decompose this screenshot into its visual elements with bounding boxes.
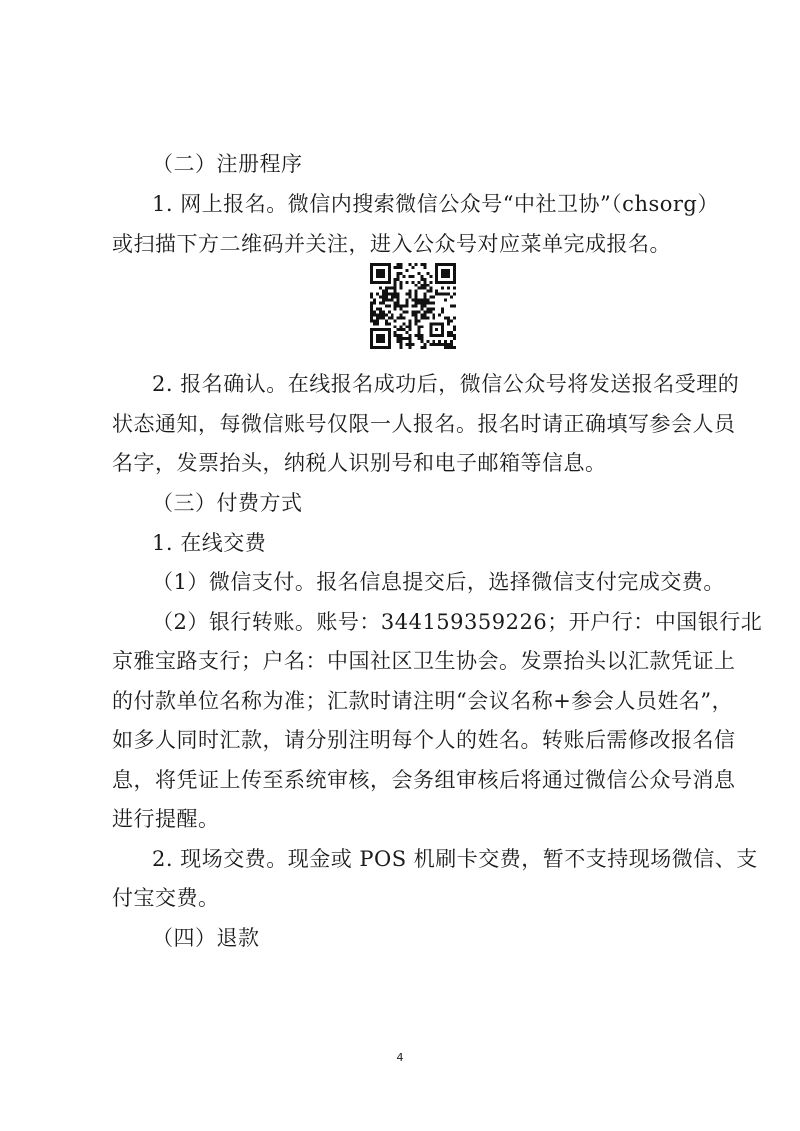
qr-module (412, 305, 415, 308)
qr-module (414, 316, 417, 319)
qr-module (409, 334, 412, 337)
qr-module (444, 293, 447, 296)
qr-module (414, 334, 417, 337)
qr-module (432, 316, 435, 319)
qr-module (406, 305, 409, 308)
qr-module (450, 343, 453, 346)
qr-module (417, 272, 420, 275)
qr-module (423, 316, 426, 319)
qr-module (370, 302, 373, 305)
qr-module (414, 299, 417, 302)
qr-module (432, 307, 435, 310)
qr-module (370, 319, 373, 322)
qr-module (412, 275, 415, 278)
section-heading-payment: （三）付费方式 (152, 491, 303, 515)
qr-module (373, 313, 376, 316)
qr-module (382, 293, 385, 296)
qr-module (412, 299, 415, 302)
qr-module (420, 340, 423, 343)
qr-module (432, 343, 435, 346)
qr-module (400, 284, 403, 287)
qr-module (420, 299, 423, 302)
qr-module (400, 328, 403, 331)
qr-module (441, 293, 444, 296)
qr-module (426, 272, 429, 275)
qr-module (394, 287, 397, 290)
qr-module (370, 293, 373, 296)
qr-module (444, 346, 447, 349)
qr-module (406, 293, 409, 296)
qr-module (453, 305, 456, 308)
qr-module (400, 325, 403, 328)
registration-item2-line2: 状态通知，每微信账号仅限一人报名。报名时请正确填写参会人员 (112, 412, 736, 436)
qr-module (397, 328, 400, 331)
qr-module (420, 305, 423, 308)
qr-module (394, 266, 397, 269)
qr-module (388, 316, 391, 319)
qr-module (423, 302, 426, 305)
qr-module (394, 281, 397, 284)
qr-module (373, 319, 376, 322)
qr-module (394, 278, 397, 281)
payment-online-title: 1. 在线交费 (152, 531, 267, 555)
qr-module (420, 287, 423, 290)
qr-module (400, 334, 403, 337)
qr-module (400, 337, 403, 340)
qr-module (397, 266, 400, 269)
qr-module (403, 275, 406, 278)
qr-module (435, 293, 438, 296)
qr-module (447, 322, 450, 325)
payment-bank-line5: 息，将凭证上传至系统审核，会务组审核后将通过微信公众号消息 (112, 768, 736, 792)
qr-module (420, 302, 423, 305)
section-heading-registration: （二）注册程序 (152, 152, 303, 176)
qr-module (441, 307, 444, 310)
qr-module (373, 310, 376, 313)
qr-module (429, 287, 432, 290)
qr-module (420, 346, 423, 349)
qr-module (397, 340, 400, 343)
qr-module (420, 337, 423, 340)
qr-module (400, 281, 403, 284)
qr-module (417, 325, 420, 328)
qr-module (382, 313, 385, 316)
qr-module (438, 340, 441, 343)
qr-module (429, 290, 432, 293)
qr-module (406, 337, 409, 340)
qr-module (426, 284, 429, 287)
qr-module (426, 316, 429, 319)
qr-module (406, 325, 409, 328)
qr-module (370, 307, 373, 310)
qr-module (447, 334, 450, 337)
qr-module (406, 299, 409, 302)
payment-wechat-pay: （1）微信支付。报名信息提交后，选择微信支付完成交费。 (152, 570, 725, 594)
qr-module (412, 281, 415, 284)
payment-bank-line3: 的付款单位名称为准；汇款时请注明“会议名称+参会人员姓名”， (112, 689, 734, 713)
qr-module (423, 299, 426, 302)
qr-module (376, 322, 379, 325)
qr-module (370, 296, 373, 299)
qr-module (447, 316, 450, 319)
qr-module (409, 263, 412, 266)
qr-module (441, 287, 444, 290)
qr-module (406, 310, 409, 313)
qr-module (420, 307, 423, 310)
qr-module (385, 290, 388, 293)
qr-module (394, 334, 397, 337)
qr-module (388, 310, 391, 313)
qr-code-image (370, 263, 456, 349)
qr-module (426, 299, 429, 302)
qr-module (453, 287, 456, 290)
qr-module (385, 305, 388, 308)
qr-module (420, 263, 423, 266)
qr-module (406, 331, 409, 334)
qr-module (426, 310, 429, 313)
qr-module (414, 310, 417, 313)
qr-module (423, 266, 426, 269)
qr-module (450, 340, 453, 343)
qr-module (420, 275, 423, 278)
qr-module (453, 346, 456, 349)
qr-module (423, 310, 426, 313)
qr-module (423, 296, 426, 299)
qr-module (412, 310, 415, 313)
qr-module (385, 322, 388, 325)
qr-module (379, 310, 382, 313)
qr-module (406, 281, 409, 284)
qr-module (379, 313, 382, 316)
qr-module (397, 272, 400, 275)
qr-module (400, 340, 403, 343)
qr-module (379, 296, 382, 299)
section-heading-refund: （四）退款 (152, 926, 260, 950)
qr-module (409, 319, 412, 322)
qr-module (376, 307, 379, 310)
qr-module (400, 305, 403, 308)
qr-module (409, 337, 412, 340)
qr-module (429, 310, 432, 313)
qr-module (447, 319, 450, 322)
qr-module (450, 305, 453, 308)
qr-module (423, 278, 426, 281)
qr-module (379, 287, 382, 290)
qr-module (432, 302, 435, 305)
qr-module (397, 334, 400, 337)
qr-module (447, 287, 450, 290)
qr-module (438, 343, 441, 346)
qr-module (400, 272, 403, 275)
qr-module (414, 319, 417, 322)
qr-module (394, 325, 397, 328)
qr-module (406, 343, 409, 346)
qr-module (409, 325, 412, 328)
qr-module (429, 275, 432, 278)
qr-module (417, 310, 420, 313)
qr-module (409, 293, 412, 296)
qr-module (423, 281, 426, 284)
qr-module (388, 287, 391, 290)
qr-module (438, 313, 441, 316)
page-number: 4 (396, 1051, 404, 1064)
qr-module (414, 322, 417, 325)
qr-module (417, 302, 420, 305)
qr-module (441, 310, 444, 313)
qr-module (394, 319, 397, 322)
qr-module (400, 316, 403, 319)
registration-item2-line1: 2. 报名确认。在线报名成功后，微信公众号将发送报名受理的 (152, 372, 740, 396)
qr-module (376, 316, 379, 319)
qr-module (429, 281, 432, 284)
qr-module (447, 343, 450, 346)
qr-module (423, 346, 426, 349)
qr-module (397, 263, 400, 266)
qr-module (435, 290, 438, 293)
qr-module (373, 302, 376, 305)
qr-module (376, 313, 379, 316)
qr-module (417, 287, 420, 290)
qr-module (417, 331, 420, 334)
qr-module (420, 334, 423, 337)
qr-module (420, 278, 423, 281)
qr-module (444, 343, 447, 346)
qr-module (429, 296, 432, 299)
qr-module (438, 293, 441, 296)
qr-module (453, 334, 456, 337)
qr-module (370, 305, 373, 308)
qr-module (394, 296, 397, 299)
registration-item2-line3: 名字，发票抬头，纳税人识别号和电子邮箱等信息。 (112, 451, 607, 475)
qr-module (414, 290, 417, 293)
qr-module (403, 322, 406, 325)
qr-module (376, 293, 379, 296)
qr-module (403, 310, 406, 313)
qr-module (397, 316, 400, 319)
qr-module (409, 340, 412, 343)
qr-module (397, 299, 400, 302)
payment-bank-line1: （2）银行转账。账号：344159359226；开户行：中国银行北 (152, 610, 763, 634)
qr-module (409, 343, 412, 346)
qr-module (450, 296, 453, 299)
qr-module (394, 305, 397, 308)
qr-module (397, 302, 400, 305)
qr-module (385, 299, 388, 302)
qr-module (385, 313, 388, 316)
qr-module (382, 302, 385, 305)
qr-module (385, 287, 388, 290)
qr-module (388, 293, 391, 296)
qr-module (391, 293, 394, 296)
qr-module (450, 334, 453, 337)
qr-module (412, 343, 415, 346)
qr-module (397, 337, 400, 340)
qr-module (447, 293, 450, 296)
qr-module (397, 293, 400, 296)
qr-module (373, 322, 376, 325)
qr-module (412, 313, 415, 316)
qr-module (403, 305, 406, 308)
qr-module (441, 343, 444, 346)
qr-module (379, 316, 382, 319)
qr-module (400, 313, 403, 316)
payment-bank-line6: 进行提醒。 (112, 807, 220, 831)
qr-module (426, 290, 429, 293)
qr-module (409, 296, 412, 299)
qr-module (409, 290, 412, 293)
qr-module (450, 346, 453, 349)
qr-module (432, 296, 435, 299)
qr-module (403, 337, 406, 340)
qr-module (417, 334, 420, 337)
qr-module (394, 331, 397, 334)
qr-module (370, 313, 373, 316)
qr-module (409, 346, 412, 349)
qr-module (370, 316, 373, 319)
qr-module (423, 293, 426, 296)
qr-module (412, 266, 415, 269)
qr-module (414, 313, 417, 316)
qr-module (382, 296, 385, 299)
qr-module (423, 305, 426, 308)
qr-module (432, 313, 435, 316)
qr-module (420, 284, 423, 287)
qr-module (403, 328, 406, 331)
qr-module (417, 299, 420, 302)
qr-module (403, 316, 406, 319)
qr-module (417, 319, 420, 322)
qr-module (453, 337, 456, 340)
qr-module (391, 299, 394, 302)
payment-bank-line2: 京雅宝路支行；户名：中国社区卫生协会。发票抬头以汇款凭证上 (112, 649, 736, 673)
qr-module (388, 322, 391, 325)
qr-module (391, 313, 394, 316)
payment-onsite-line2: 付宝交费。 (112, 886, 220, 910)
registration-item1-line2: 或扫描下方二维码并关注，进入公众号对应菜单完成报名。 (112, 232, 671, 256)
qr-module (397, 275, 400, 278)
qr-module (429, 343, 432, 346)
qr-module (382, 299, 385, 302)
qr-module (426, 307, 429, 310)
qr-module (382, 290, 385, 293)
qr-module (394, 302, 397, 305)
qr-module (426, 340, 429, 343)
qr-module (417, 328, 420, 331)
qr-module (447, 331, 450, 334)
qr-module (379, 302, 382, 305)
qr-module (444, 316, 447, 319)
qr-module (423, 343, 426, 346)
qr-module (400, 343, 403, 346)
qr-module (429, 307, 432, 310)
qr-module (453, 316, 456, 319)
qr-module (453, 325, 456, 328)
qr-module (444, 299, 447, 302)
qr-module (394, 284, 397, 287)
qr-module (447, 346, 450, 349)
qr-module (400, 346, 403, 349)
qr-module (382, 316, 385, 319)
qr-module (414, 293, 417, 296)
qr-module (400, 266, 403, 269)
qr-module (450, 319, 453, 322)
qr-module (423, 287, 426, 290)
qr-module (453, 328, 456, 331)
qr-module (385, 293, 388, 296)
qr-module (450, 331, 453, 334)
qr-module (388, 305, 391, 308)
qr-module (414, 305, 417, 308)
qr-module (388, 299, 391, 302)
qr-module (400, 287, 403, 290)
qr-module (400, 263, 403, 266)
qr-module (397, 305, 400, 308)
qr-module (414, 284, 417, 287)
qr-module (382, 310, 385, 313)
qr-module (376, 319, 379, 322)
qr-module (409, 328, 412, 331)
qr-module (429, 302, 432, 305)
qr-module (432, 340, 435, 343)
qr-module (406, 302, 409, 305)
qr-module (420, 325, 423, 328)
qr-module (444, 340, 447, 343)
payment-bank-line4: 如多人同时汇款，请分别注明每个人的姓名。转账后需修改报名信 (112, 728, 736, 752)
payment-onsite-line1: 2. 现场交费。现金或 POS 机刷卡交费，暂不支持现场微信、支 (152, 847, 758, 871)
qr-module (423, 313, 426, 316)
qr-module (409, 275, 412, 278)
qr-module (423, 284, 426, 287)
qr-module (417, 337, 420, 340)
qr-module (420, 313, 423, 316)
qr-module (379, 307, 382, 310)
qr-module (391, 316, 394, 319)
qr-module (385, 319, 388, 322)
qr-module (373, 299, 376, 302)
qr-module (391, 296, 394, 299)
qr-module (409, 322, 412, 325)
qr-module (435, 343, 438, 346)
qr-module (453, 293, 456, 296)
qr-module (397, 278, 400, 281)
qr-module (406, 269, 409, 272)
qr-module (420, 316, 423, 319)
qr-module (385, 296, 388, 299)
qr-module (417, 281, 420, 284)
qr-module (400, 307, 403, 310)
qr-module (394, 290, 397, 293)
qr-module (423, 263, 426, 266)
qr-module (414, 263, 417, 266)
registration-item1-line1: 1. 网上报名。微信内搜索微信公众号“中社卫协”（chsorg） (152, 192, 719, 216)
qr-module (394, 307, 397, 310)
qr-module (370, 310, 373, 313)
qr-module (414, 296, 417, 299)
qr-module (394, 293, 397, 296)
qr-module (426, 302, 429, 305)
qr-module (391, 287, 394, 290)
qr-module (397, 296, 400, 299)
qr-module (414, 302, 417, 305)
